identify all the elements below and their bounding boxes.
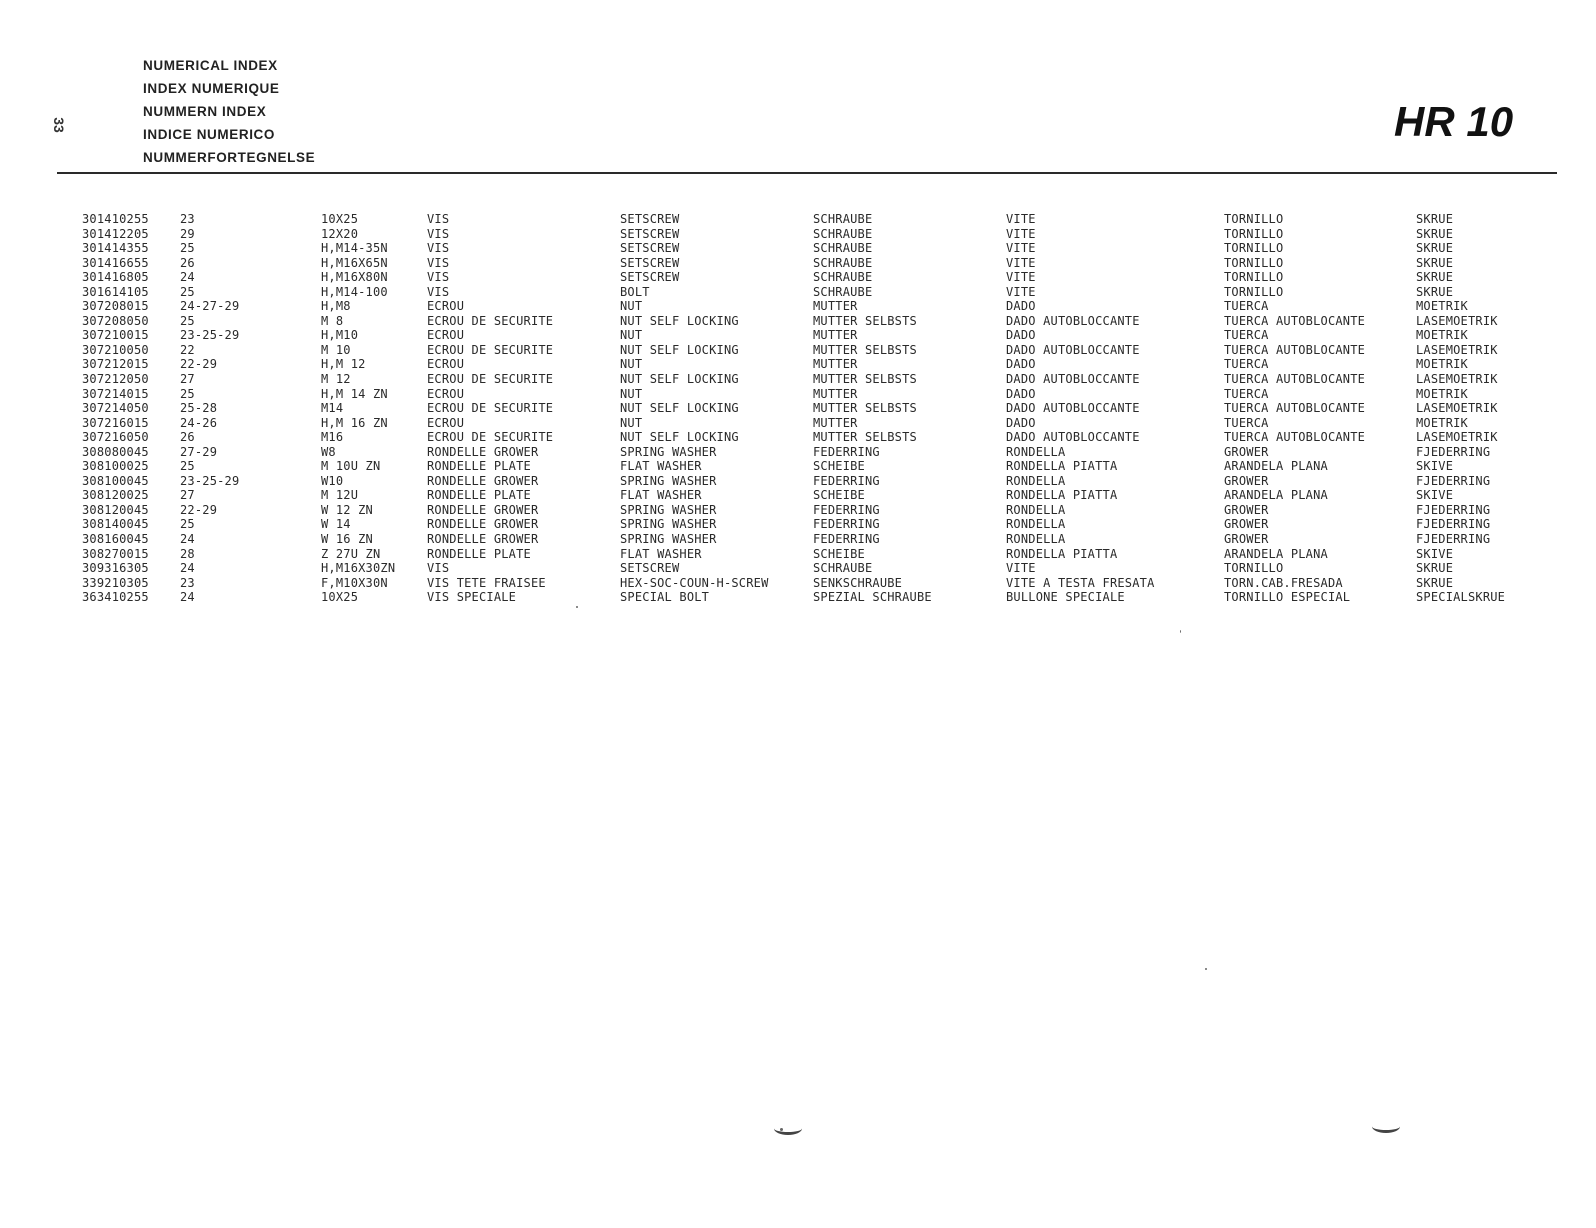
german-description-cell: MUTTER [813, 386, 858, 401]
english-description-cell: SPRING WASHER [620, 444, 717, 459]
table-row [0, 430, 1596, 445]
english-description-cell: BOLT [620, 284, 650, 299]
english-description-cell: FLAT WASHER [620, 459, 702, 474]
figure-cell: 28 [180, 546, 195, 561]
size-cell: H,M16X30ZN [321, 561, 396, 576]
danish-description-cell: FJEDERRING [1416, 444, 1491, 459]
figure-cell: 23-25-29 [180, 473, 240, 488]
part-number-cell: 307210015 [82, 328, 149, 343]
italian-description-cell: VITE [1006, 270, 1036, 285]
figure-cell: 27 [180, 488, 195, 503]
figure-cell: 24-27-29 [180, 299, 240, 314]
model-title: HR 10 [1394, 98, 1514, 145]
german-description-cell: SCHRAUBE [813, 226, 873, 241]
french-description-cell: ECROU DE SECURITE [427, 372, 554, 387]
size-cell: H,M 14 ZN [321, 386, 388, 401]
danish-description-cell: SKRUE [1416, 284, 1454, 299]
table-row [0, 387, 1596, 402]
scan-speck [1180, 630, 1181, 633]
english-description-cell: NUT SELF LOCKING [620, 430, 739, 445]
german-description-cell: SCHRAUBE [813, 255, 873, 270]
german-description-cell: SCHRAUBE [813, 270, 873, 285]
spanish-description-cell: ARANDELA PLANA [1224, 546, 1328, 561]
danish-description-cell: SKRUE [1416, 212, 1454, 226]
scan-mark [1372, 1120, 1400, 1133]
figure-cell: 22-29 [180, 357, 218, 372]
danish-description-cell: SKRUE [1416, 241, 1454, 256]
english-description-cell: SETSCREW [620, 255, 680, 270]
size-cell: H,M 12 [321, 357, 366, 372]
table-row [0, 285, 1596, 300]
figure-cell: 23 [180, 575, 195, 590]
english-description-cell: SPRING WASHER [620, 473, 717, 488]
italian-description-cell: DADO [1006, 328, 1036, 343]
table-row [0, 299, 1596, 314]
danish-description-cell: SKRUE [1416, 255, 1454, 270]
italian-description-cell: DADO AUTOBLOCCANTE [1006, 430, 1140, 445]
table-row [0, 212, 1596, 227]
size-cell: H,M10 [321, 328, 359, 343]
figure-cell: 27-29 [180, 444, 218, 459]
spanish-description-cell: TORNILLO [1224, 284, 1284, 299]
figure-cell: 23-25-29 [180, 328, 240, 343]
size-cell: W 16 ZN [321, 532, 373, 547]
english-description-cell: HEX-SOC-COUN-H-SCREW [620, 575, 769, 590]
danish-description-cell: LASEMOETRIK [1416, 372, 1498, 387]
french-description-cell: RONDELLE GROWER [427, 502, 539, 517]
table-row [0, 503, 1596, 518]
figure-cell: 25-28 [180, 401, 218, 416]
size-cell: M 8 [321, 313, 344, 328]
spanish-description-cell: TORNILLO [1224, 255, 1284, 270]
heading-german: NUMMERN INDEX [143, 104, 267, 119]
part-number-cell: 301614105 [82, 284, 149, 299]
part-number-cell: 307208015 [82, 299, 149, 314]
french-description-cell: RONDELLE GROWER [427, 517, 539, 532]
part-number-cell: 309316305 [82, 561, 149, 576]
size-cell: W10 [321, 473, 344, 488]
size-cell: M 12 [321, 372, 351, 387]
part-number-cell: 307216015 [82, 415, 149, 430]
english-description-cell: SETSCREW [620, 241, 680, 256]
french-description-cell: ECROU DE SECURITE [427, 430, 554, 445]
spanish-description-cell: GROWER [1224, 502, 1269, 517]
scan-speck [576, 606, 578, 608]
spanish-description-cell: TUERCA AUTOBLOCANTE [1224, 401, 1366, 416]
part-number-cell: 308120025 [82, 488, 149, 503]
size-cell: W 14 [321, 517, 351, 532]
part-number-cell: 339210305 [82, 575, 149, 590]
part-number-cell: 307212015 [82, 357, 149, 372]
german-description-cell: MUTTER SELBSTS [813, 372, 917, 387]
part-number-cell: 307210050 [82, 342, 149, 357]
french-description-cell: ECROU [427, 415, 465, 430]
german-description-cell: MUTTER [813, 415, 858, 430]
header-divider [57, 172, 1557, 174]
french-description-cell: ECROU [427, 357, 465, 372]
german-description-cell: MUTTER SELBSTS [813, 313, 917, 328]
danish-description-cell: LASEMOETRIK [1416, 342, 1498, 357]
german-description-cell: SCHRAUBE [813, 241, 873, 256]
spanish-description-cell: TUERCA [1224, 357, 1269, 372]
german-description-cell: SPEZIAL SCHRAUBE [813, 590, 932, 605]
spanish-description-cell: TORNILLO [1224, 212, 1284, 226]
spanish-description-cell: ARANDELA PLANA [1224, 459, 1328, 474]
table-row [0, 459, 1596, 474]
table-row [0, 532, 1596, 547]
english-description-cell: SPRING WASHER [620, 517, 717, 532]
part-number-cell: 307212050 [82, 372, 149, 387]
italian-description-cell: DADO AUTOBLOCCANTE [1006, 313, 1140, 328]
italian-description-cell: VITE A TESTA FRESATA [1006, 575, 1155, 590]
table-row [0, 547, 1596, 562]
danish-description-cell: SKIVE [1416, 459, 1454, 474]
italian-description-cell: VITE [1006, 212, 1036, 226]
german-description-cell: SCHEIBE [813, 459, 865, 474]
table-row [0, 343, 1596, 358]
table-row [0, 241, 1596, 256]
italian-description-cell: DADO [1006, 357, 1036, 372]
part-number-cell: 363410255 [82, 590, 149, 605]
figure-cell: 29 [180, 226, 195, 241]
english-description-cell: SPECIAL BOLT [620, 590, 710, 605]
english-description-cell: NUT SELF LOCKING [620, 342, 739, 357]
french-description-cell: VIS [427, 212, 450, 226]
italian-description-cell: RONDELLA PIATTA [1006, 546, 1118, 561]
danish-description-cell: SKRUE [1416, 575, 1454, 590]
table-row [0, 576, 1596, 591]
part-number-cell: 308120045 [82, 502, 149, 517]
size-cell: H,M14-35N [321, 241, 388, 256]
german-description-cell: FEDERRING [813, 444, 880, 459]
danish-description-cell: FJEDERRING [1416, 532, 1491, 547]
size-cell: F,M10X30N [321, 575, 388, 590]
spanish-description-cell: TUERCA AUTOBLOCANTE [1224, 313, 1366, 328]
german-description-cell: MUTTER SELBSTS [813, 401, 917, 416]
german-description-cell: MUTTER [813, 328, 858, 343]
french-description-cell: ECROU DE SECURITE [427, 313, 554, 328]
index-headings [143, 54, 315, 169]
table-row [0, 561, 1596, 576]
figure-cell: 25 [180, 459, 195, 474]
heading-danish: NUMMERFORTEGNELSE [143, 150, 316, 165]
english-description-cell: SPRING WASHER [620, 532, 717, 547]
table-row [0, 474, 1596, 489]
french-description-cell: RONDELLE GROWER [427, 444, 539, 459]
english-description-cell: NUT [620, 415, 643, 430]
spanish-description-cell: TUERCA AUTOBLOCANTE [1224, 430, 1366, 445]
danish-description-cell: MOETRIK [1416, 328, 1468, 343]
figure-cell: 25 [180, 241, 195, 256]
italian-description-cell: RONDELLA [1006, 444, 1066, 459]
part-number-cell: 301416655 [82, 255, 149, 270]
english-description-cell: SETSCREW [620, 561, 680, 576]
part-number-cell: 301414355 [82, 241, 149, 256]
french-description-cell: ECROU DE SECURITE [427, 401, 554, 416]
part-number-cell: 307214015 [82, 386, 149, 401]
part-number-cell: 301412205 [82, 226, 149, 241]
italian-description-cell: VITE [1006, 241, 1036, 256]
english-description-cell: NUT [620, 386, 643, 401]
page-number: 33 [51, 117, 67, 133]
danish-description-cell: LASEMOETRIK [1416, 401, 1498, 416]
figure-cell: 22-29 [180, 502, 218, 517]
part-number-cell: 307208050 [82, 313, 149, 328]
french-description-cell: VIS TETE FRAISEE [427, 575, 546, 590]
parts-table [0, 212, 1596, 605]
part-number-cell: 308100025 [82, 459, 149, 474]
table-row [0, 488, 1596, 503]
spanish-description-cell: GROWER [1224, 444, 1269, 459]
english-description-cell: SETSCREW [620, 212, 680, 226]
italian-description-cell: DADO [1006, 386, 1036, 401]
italian-description-cell: RONDELLA [1006, 532, 1066, 547]
spanish-description-cell: TORNILLO [1224, 561, 1284, 576]
danish-description-cell: FJEDERRING [1416, 473, 1491, 488]
danish-description-cell: FJEDERRING [1416, 502, 1491, 517]
danish-description-cell: SKIVE [1416, 546, 1454, 561]
figure-cell: 26 [180, 255, 195, 270]
table-row [0, 401, 1596, 416]
size-cell: H,M 16 ZN [321, 415, 388, 430]
part-number-cell: 307214050 [82, 401, 149, 416]
figure-cell: 25 [180, 517, 195, 532]
part-number-cell: 301410255 [82, 212, 149, 226]
part-number-cell: 308160045 [82, 532, 149, 547]
size-cell: H,M8 [321, 299, 351, 314]
danish-description-cell: LASEMOETRIK [1416, 430, 1498, 445]
spanish-description-cell: TUERCA AUTOBLOCANTE [1224, 342, 1366, 357]
english-description-cell: NUT SELF LOCKING [620, 401, 739, 416]
spanish-description-cell: TUERCA [1224, 299, 1269, 314]
german-description-cell: SCHEIBE [813, 488, 865, 503]
english-description-cell: SETSCREW [620, 226, 680, 241]
heading-italian: INDICE NUMERICO [143, 127, 276, 142]
italian-description-cell: DADO AUTOBLOCCANTE [1006, 372, 1140, 387]
french-description-cell: ECROU [427, 386, 465, 401]
english-description-cell: NUT [620, 357, 643, 372]
table-row [0, 357, 1596, 372]
german-description-cell: FEDERRING [813, 532, 880, 547]
figure-cell: 27 [180, 372, 195, 387]
french-description-cell: VIS [427, 255, 450, 270]
scan-mark [774, 1122, 802, 1135]
size-cell: M 12U [321, 488, 359, 503]
spanish-description-cell: TUERCA [1224, 328, 1269, 343]
danish-description-cell: MOETRIK [1416, 386, 1468, 401]
german-description-cell: MUTTER SELBSTS [813, 342, 917, 357]
spanish-description-cell: GROWER [1224, 517, 1269, 532]
danish-description-cell: SKRUE [1416, 226, 1454, 241]
figure-cell: 22 [180, 342, 195, 357]
figure-cell: 24 [180, 590, 195, 605]
danish-description-cell: SKRUE [1416, 270, 1454, 285]
italian-description-cell: VITE [1006, 255, 1036, 270]
table-row [0, 517, 1596, 532]
spanish-description-cell: ARANDELA PLANA [1224, 488, 1328, 503]
danish-description-cell: SKRUE [1416, 561, 1454, 576]
figure-cell: 25 [180, 284, 195, 299]
german-description-cell: MUTTER [813, 357, 858, 372]
italian-description-cell: RONDELLA PIATTA [1006, 459, 1118, 474]
italian-description-cell: RONDELLA [1006, 502, 1066, 517]
french-description-cell: VIS SPECIALE [427, 590, 517, 605]
figure-cell: 24 [180, 561, 195, 576]
size-cell: Z 27U ZN [321, 546, 381, 561]
german-description-cell: FEDERRING [813, 517, 880, 532]
french-description-cell: RONDELLE PLATE [427, 488, 531, 503]
size-cell: 10X25 [321, 590, 359, 605]
table-row [0, 227, 1596, 242]
danish-description-cell: MOETRIK [1416, 415, 1468, 430]
size-cell: M 10 [321, 342, 351, 357]
spanish-description-cell: TORNILLO [1224, 226, 1284, 241]
size-cell: 10X25 [321, 212, 359, 226]
spanish-description-cell: GROWER [1224, 532, 1269, 547]
italian-description-cell: VITE [1006, 561, 1036, 576]
english-description-cell: SETSCREW [620, 270, 680, 285]
table-row [0, 416, 1596, 431]
size-cell: 12X20 [321, 226, 359, 241]
danish-description-cell: MOETRIK [1416, 357, 1468, 372]
figure-cell: 26 [180, 430, 195, 445]
italian-description-cell: RONDELLA [1006, 517, 1066, 532]
danish-description-cell: SPECIALSKRUE [1416, 590, 1506, 605]
french-description-cell: ECROU [427, 328, 465, 343]
part-number-cell: 308080045 [82, 444, 149, 459]
size-cell: M16 [321, 430, 344, 445]
english-description-cell: SPRING WASHER [620, 502, 717, 517]
scan-speck [1205, 968, 1207, 970]
part-number-cell: 308270015 [82, 546, 149, 561]
figure-cell: 25 [180, 386, 195, 401]
italian-description-cell: DADO [1006, 299, 1036, 314]
part-number-cell: 308100045 [82, 473, 149, 488]
size-cell: M 10U ZN [321, 459, 381, 474]
italian-description-cell: BULLONE SPECIALE [1006, 590, 1125, 605]
french-description-cell: RONDELLE GROWER [427, 473, 539, 488]
german-description-cell: SCHEIBE [813, 546, 865, 561]
spanish-description-cell: TORN.CAB.FRESADA [1224, 575, 1343, 590]
german-description-cell: FEDERRING [813, 473, 880, 488]
italian-description-cell: RONDELLA PIATTA [1006, 488, 1118, 503]
part-number-cell: 301416805 [82, 270, 149, 285]
size-cell: W 12 ZN [321, 502, 373, 517]
spanish-description-cell: TUERCA AUTOBLOCANTE [1224, 372, 1366, 387]
german-description-cell: FEDERRING [813, 502, 880, 517]
table-row [0, 314, 1596, 329]
figure-cell: 24-26 [180, 415, 218, 430]
italian-description-cell: RONDELLA [1006, 473, 1066, 488]
danish-description-cell: FJEDERRING [1416, 517, 1491, 532]
spanish-description-cell: TUERCA [1224, 386, 1269, 401]
german-description-cell: SCHRAUBE [813, 284, 873, 299]
english-description-cell: NUT SELF LOCKING [620, 372, 739, 387]
danish-description-cell: MOETRIK [1416, 299, 1468, 314]
figure-cell: 24 [180, 270, 195, 285]
spanish-description-cell: TORNILLO ESPECIAL [1224, 590, 1351, 605]
table-row [0, 256, 1596, 271]
french-description-cell: VIS [427, 561, 450, 576]
english-description-cell: NUT [620, 328, 643, 343]
size-cell: H,M16X80N [321, 270, 388, 285]
english-description-cell: FLAT WASHER [620, 546, 702, 561]
french-description-cell: RONDELLE PLATE [427, 459, 531, 474]
french-description-cell: VIS [427, 241, 450, 256]
table-row [0, 372, 1596, 387]
french-description-cell: VIS [427, 284, 450, 299]
german-description-cell: SENKSCHRAUBE [813, 575, 903, 590]
italian-description-cell: DADO [1006, 415, 1036, 430]
spanish-description-cell: TUERCA [1224, 415, 1269, 430]
german-description-cell: SCHRAUBE [813, 212, 873, 226]
part-number-cell: 307216050 [82, 430, 149, 445]
german-description-cell: MUTTER SELBSTS [813, 430, 917, 445]
size-cell: M14 [321, 401, 344, 416]
figure-cell: 25 [180, 313, 195, 328]
italian-description-cell: DADO AUTOBLOCCANTE [1006, 342, 1140, 357]
table-row [0, 590, 1596, 605]
size-cell: H,M14-100 [321, 284, 388, 299]
italian-description-cell: DADO AUTOBLOCCANTE [1006, 401, 1140, 416]
italian-description-cell: VITE [1006, 284, 1036, 299]
spanish-description-cell: GROWER [1224, 473, 1269, 488]
spanish-description-cell: TORNILLO [1224, 270, 1284, 285]
french-description-cell: ECROU DE SECURITE [427, 342, 554, 357]
heading-english: NUMERICAL INDEX [143, 58, 278, 73]
french-description-cell: VIS [427, 226, 450, 241]
figure-cell: 23 [180, 212, 195, 226]
danish-description-cell: LASEMOETRIK [1416, 313, 1498, 328]
english-description-cell: FLAT WASHER [620, 488, 702, 503]
german-description-cell: SCHRAUBE [813, 561, 873, 576]
french-description-cell: VIS [427, 270, 450, 285]
table-row [0, 328, 1596, 343]
english-description-cell: NUT SELF LOCKING [620, 313, 739, 328]
french-description-cell: RONDELLE PLATE [427, 546, 531, 561]
italian-description-cell: VITE [1006, 226, 1036, 241]
french-description-cell: ECROU [427, 299, 465, 314]
french-description-cell: RONDELLE GROWER [427, 532, 539, 547]
heading-french: INDEX NUMERIQUE [143, 81, 280, 96]
size-cell: W8 [321, 444, 336, 459]
size-cell: H,M16X65N [321, 255, 388, 270]
table-row [0, 270, 1596, 285]
table-row [0, 445, 1596, 460]
english-description-cell: NUT [620, 299, 643, 314]
danish-description-cell: SKIVE [1416, 488, 1454, 503]
spanish-description-cell: TORNILLO [1224, 241, 1284, 256]
figure-cell: 24 [180, 532, 195, 547]
part-number-cell: 308140045 [82, 517, 149, 532]
german-description-cell: MUTTER [813, 299, 858, 314]
